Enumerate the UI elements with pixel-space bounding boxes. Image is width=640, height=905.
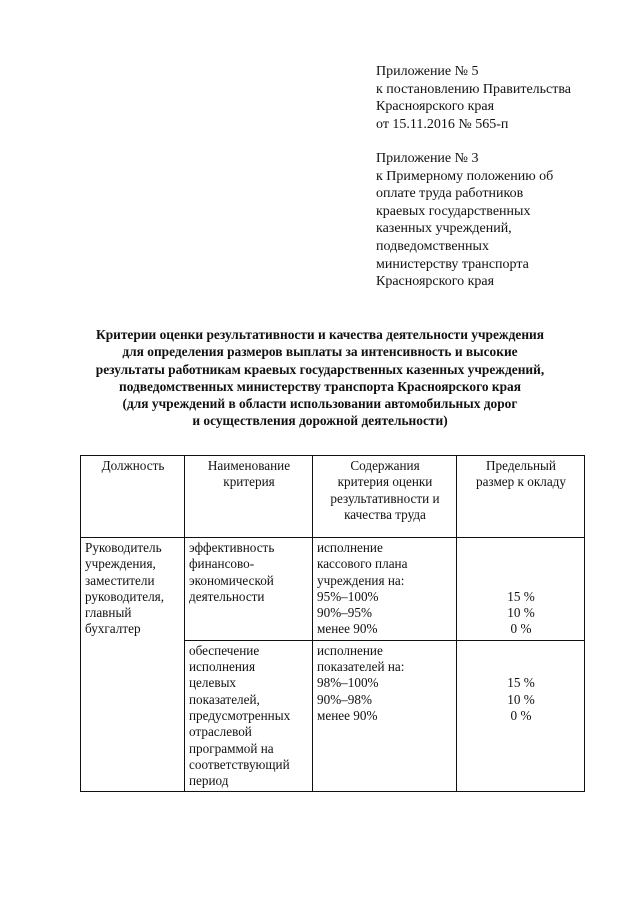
title-line: и осуществления дорожной деятельности) bbox=[192, 413, 448, 429]
annex-sub-header bbox=[376, 150, 553, 291]
annex-line: подведомственных bbox=[376, 238, 489, 254]
title-line: для определения размеров выплаты за интенсивность и высокие bbox=[122, 344, 518, 360]
header-max-size: Предельный размер к окладу bbox=[457, 456, 585, 538]
annex-line: казенных учреждений, bbox=[376, 221, 512, 237]
annex-line: от 15.11.2016 № 565-п bbox=[376, 116, 509, 132]
title-line: результаты работникам краевых государственных казенных учреждений, bbox=[95, 361, 545, 377]
criterion-cell: эффективность финансово- экономической деятельности bbox=[185, 538, 313, 641]
annex-line: министерству транспорта bbox=[376, 256, 529, 272]
size-cell: 15 % 10 % 0 % bbox=[457, 640, 585, 792]
size-cell: 15 % 10 % 0 % bbox=[457, 538, 585, 641]
title-line: (для учреждений в области использовании автомобильных дорог bbox=[122, 396, 518, 412]
content-cell: исполнение показателей на: 98%–100% 90%–98% менее 90% bbox=[313, 640, 457, 792]
annex-main-header bbox=[376, 63, 571, 133]
header-content: Содержания критерия оценки результативности и качества труда bbox=[313, 456, 457, 538]
title-line: Критерии оценки результативности и качества деятельности учреждения bbox=[95, 327, 544, 342]
title-line: подведомственных министерству транспорта Красноярского края bbox=[119, 378, 521, 394]
criteria-table bbox=[80, 455, 585, 792]
annex-line: краевых государственных bbox=[376, 203, 531, 219]
annex-line: к Примерному положению об bbox=[376, 168, 554, 184]
table-header-row bbox=[81, 456, 585, 538]
header-criterion: Наименование критерия bbox=[185, 456, 313, 538]
annex-line: Красноярского края bbox=[376, 274, 495, 290]
annex-line: оплате труда работников bbox=[376, 186, 524, 202]
table-row bbox=[81, 538, 585, 641]
annex-line: Красноярского края bbox=[376, 99, 495, 115]
document-title bbox=[40, 326, 600, 430]
annex-line: к постановлению Правительства bbox=[376, 81, 572, 97]
content-cell: исполнение кассового плана учреждения на: 95%–100% 90%–95% менее 90% bbox=[313, 538, 457, 641]
criterion-cell: обеспечение исполнения целевых показателей, предусмотренных отраслевой программой на соответствующий период bbox=[185, 640, 313, 792]
position-cell: Руководитель учреждения, заместители руководителя, главный бухгалтер bbox=[81, 538, 185, 792]
annex-line: Приложение № 3 bbox=[376, 151, 479, 166]
header-position: Должность bbox=[81, 456, 185, 538]
annex-line: Приложение № 5 bbox=[376, 64, 479, 79]
